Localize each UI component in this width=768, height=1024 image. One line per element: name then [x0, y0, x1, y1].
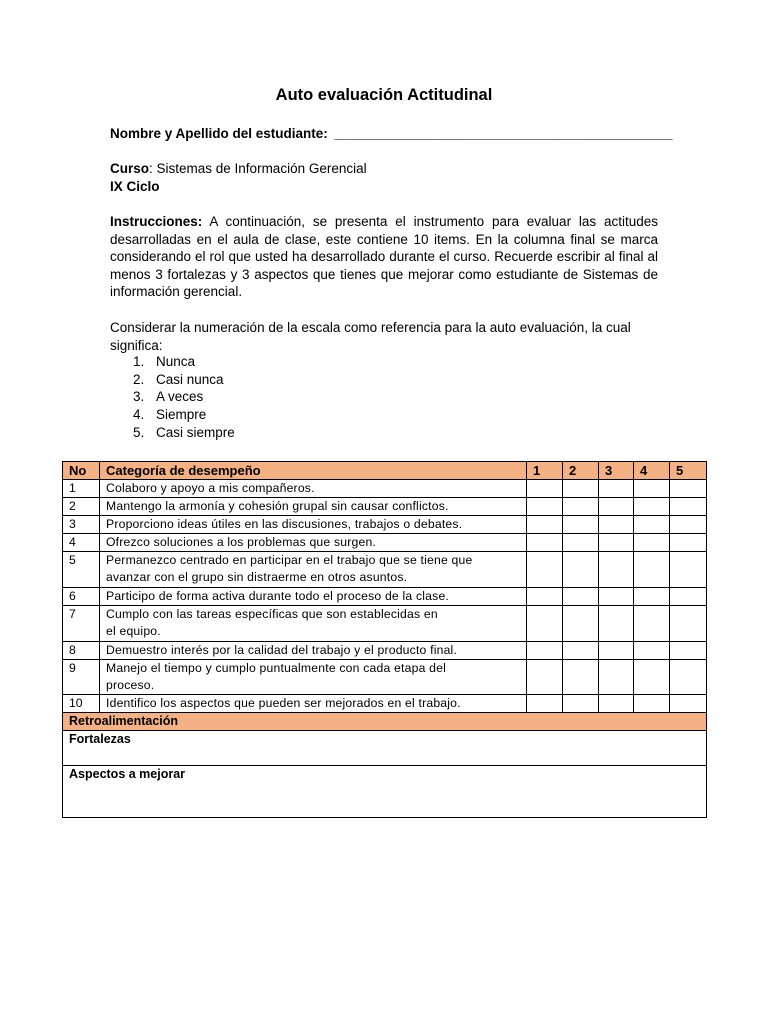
row-number: 3 — [63, 516, 100, 534]
row-category: Identifico los aspectos que pueden ser mejorados en el trabajo. — [100, 695, 527, 713]
score-cell-1[interactable] — [527, 641, 563, 659]
score-cell-4[interactable] — [634, 516, 670, 534]
row-number: 9 — [63, 659, 100, 695]
score-cell-2[interactable] — [563, 552, 599, 588]
score-cell-4[interactable] — [634, 534, 670, 552]
score-cell-2[interactable] — [563, 605, 599, 641]
table-row — [63, 498, 707, 516]
score-cell-5[interactable] — [670, 498, 707, 516]
score-cell-5[interactable] — [670, 641, 707, 659]
header-score-1: 1 — [527, 462, 563, 480]
score-cell-2[interactable] — [563, 480, 599, 498]
score-cell-5[interactable] — [670, 480, 707, 498]
score-cell-4[interactable] — [634, 605, 670, 641]
header-score-3: 3 — [599, 462, 634, 480]
table-row — [63, 641, 707, 659]
feedback-header-row — [63, 713, 707, 731]
header-category: Categoría de desempeño — [100, 462, 527, 480]
row-category: Demuestro interés por la calidad del trabajo y el producto final. — [100, 641, 527, 659]
table-row — [63, 695, 707, 713]
row-number: 7 — [63, 605, 100, 641]
table-row — [63, 534, 707, 552]
row-category: Manejo el tiempo y cumplo puntualmente con cada etapa del proceso. — [100, 659, 527, 695]
evaluation-table — [62, 461, 707, 818]
row-category: Colaboro y apoyo a mis compañeros. — [100, 480, 527, 498]
score-cell-5[interactable] — [670, 587, 707, 605]
score-cell-3[interactable] — [599, 552, 634, 588]
row-number: 4 — [63, 534, 100, 552]
strengths-row — [63, 731, 707, 766]
course-cycle: IX Ciclo — [110, 179, 160, 194]
score-cell-1[interactable] — [527, 695, 563, 713]
student-name-label: Nombre y Apellido del estudiante: — [110, 126, 328, 141]
score-cell-3[interactable] — [599, 659, 634, 695]
score-cell-4[interactable] — [634, 659, 670, 695]
scale-item: 1. Nunca — [133, 354, 196, 369]
score-cell-5[interactable] — [670, 659, 707, 695]
score-cell-1[interactable] — [527, 534, 563, 552]
score-cell-5[interactable] — [670, 695, 707, 713]
score-cell-4[interactable] — [634, 480, 670, 498]
scale-list — [110, 353, 235, 442]
row-number: 6 — [63, 587, 100, 605]
score-cell-4[interactable] — [634, 641, 670, 659]
row-category: Participo de forma activa durante todo el proceso de la clase. — [100, 587, 527, 605]
score-cell-1[interactable] — [527, 587, 563, 605]
score-cell-5[interactable] — [670, 516, 707, 534]
score-cell-2[interactable] — [563, 695, 599, 713]
table-row — [63, 516, 707, 534]
course-label: Curso — [110, 161, 150, 176]
scale-item: 5. Casi siempre — [133, 424, 235, 440]
score-cell-1[interactable] — [527, 659, 563, 695]
table-row — [63, 587, 707, 605]
score-cell-2[interactable] — [563, 587, 599, 605]
score-cell-3[interactable] — [599, 641, 634, 659]
score-cell-4[interactable] — [634, 695, 670, 713]
score-cell-3[interactable] — [599, 534, 634, 552]
scale-item: 3. A veces — [133, 389, 204, 405]
table-row — [63, 552, 707, 588]
instructions-paragraph — [110, 213, 658, 301]
score-cell-2[interactable] — [563, 641, 599, 659]
score-cell-5[interactable] — [670, 605, 707, 641]
score-cell-2[interactable] — [563, 659, 599, 695]
row-number: 8 — [63, 641, 100, 659]
header-score-5: 5 — [670, 462, 707, 480]
score-cell-3[interactable] — [599, 587, 634, 605]
row-category: Mantengo la armonía y cohesión grupal sin causar conflictos. — [100, 498, 527, 516]
score-cell-5[interactable] — [670, 552, 707, 588]
score-cell-1[interactable] — [527, 552, 563, 588]
score-cell-4[interactable] — [634, 587, 670, 605]
table-row — [63, 605, 707, 641]
score-cell-4[interactable] — [634, 498, 670, 516]
row-number: 10 — [63, 695, 100, 713]
score-cell-3[interactable] — [599, 480, 634, 498]
feedback-header: Retroalimentación — [63, 713, 707, 731]
scale-intro: Considerar la numeración de la escala como referencia para la auto evaluación, la cual significa: — [110, 320, 631, 353]
course-line — [110, 160, 367, 178]
score-cell-2[interactable] — [563, 516, 599, 534]
student-name-line — [110, 125, 672, 143]
improvements-row — [63, 766, 707, 818]
score-cell-3[interactable] — [599, 516, 634, 534]
row-number: 5 — [63, 552, 100, 588]
row-category: Permanezco centrado en participar en el trabajo que se tiene que avanzar con el grupo sin distraerme en otros asuntos. — [100, 552, 527, 588]
row-category: Ofrezco soluciones a los problemas que surgen. — [100, 534, 527, 552]
scale-item: 2. Casi nunca — [133, 371, 224, 387]
score-cell-1[interactable] — [527, 480, 563, 498]
student-name-blank[interactable]: _____________________________________________ — [334, 126, 673, 141]
course-value: : Sistemas de Información Gerencial — [149, 161, 367, 176]
row-category: Cumplo con las tareas específicas que son establecidas en el equipo. — [100, 605, 527, 641]
table-row — [63, 480, 707, 498]
header-score-4: 4 — [634, 462, 670, 480]
table-header-row — [63, 462, 707, 480]
instructions-label: Instrucciones: — [110, 214, 203, 229]
score-cell-2[interactable] — [563, 534, 599, 552]
score-cell-1[interactable] — [527, 516, 563, 534]
score-cell-5[interactable] — [670, 534, 707, 552]
row-category: Proporciono ideas útiles en las discusiones, trabajos o debates. — [100, 516, 527, 534]
row-number: 2 — [63, 498, 100, 516]
header-score-2: 2 — [563, 462, 599, 480]
improvements-cell[interactable]: Aspectos a mejorar — [63, 766, 707, 818]
scale-item: 4. Siempre — [133, 407, 207, 423]
score-cell-4[interactable] — [634, 552, 670, 588]
row-number: 1 — [63, 480, 100, 498]
score-cell-3[interactable] — [599, 695, 634, 713]
instructions-text: A continuación, se presenta el instrumento para evaluar las actitudes desarrolladas en el aula de clase, este contiene 10 items. En la columna final se marca considerando el rol que usted ha desarrollado durante el curso. Recuerde escribir al final al menos 3 fortalezas y 3 aspectos que tienes que mejorar como estudiante de Sistemas de información gerencial. — [110, 214, 658, 300]
page-title: Auto evaluación Actitudinal — [275, 86, 493, 104]
strengths-cell[interactable]: Fortalezas — [63, 731, 707, 766]
score-cell-3[interactable] — [599, 605, 634, 641]
header-no: No — [63, 462, 100, 480]
score-cell-2[interactable] — [563, 498, 599, 516]
score-cell-1[interactable] — [527, 498, 563, 516]
table-row — [63, 659, 707, 695]
score-cell-1[interactable] — [527, 605, 563, 641]
score-cell-3[interactable] — [599, 498, 634, 516]
